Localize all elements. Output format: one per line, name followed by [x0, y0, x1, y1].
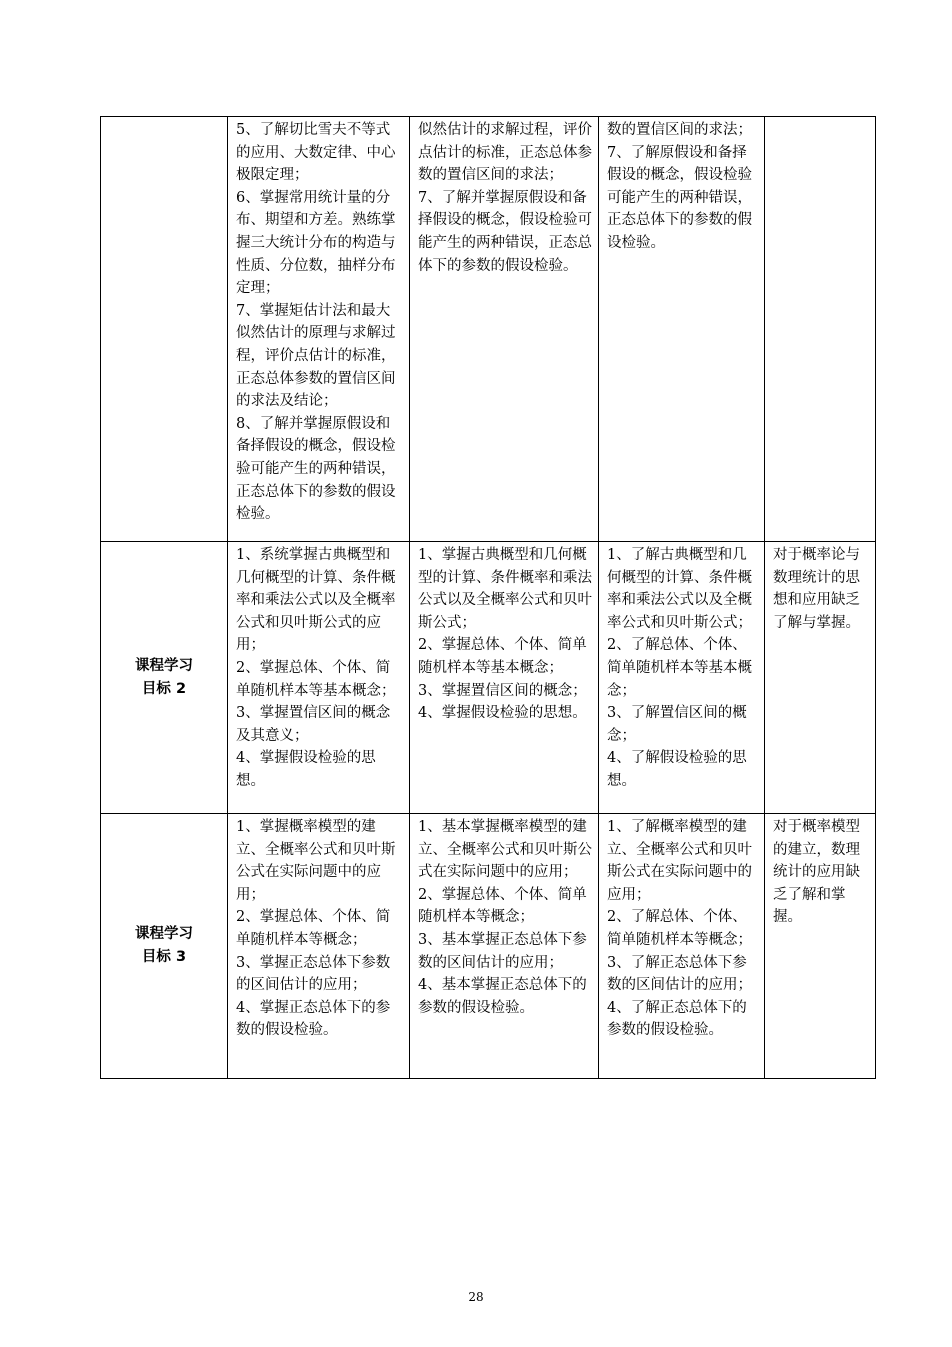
table-row: [101, 814, 876, 1079]
criteria-cell-fail: 对于概率模型的建立，数理统计的应用缺乏了解和掌握。: [765, 814, 876, 1079]
objective-cell: 课程学习 目标 3: [101, 814, 228, 1079]
table-row: [101, 117, 876, 542]
table-row: [101, 542, 876, 814]
criteria-cell-good: 似然估计的求解过程，评价点估计的标准，正态总体参数的置信区间的求法； 7、了解并掌握原假设和备择假设的概念，假设检验可能产生的两种错误，正态总体下的参数的假设检验。: [410, 117, 599, 542]
criteria-cell-excellent: 1、系统掌握古典概型和几何概型的计算、条件概率和乘法公式以及全概率公式和贝叶斯公式的应用； 2、掌握总体、个体、简单随机样本等基本概念； 3、掌握置信区间的概念及其意义； 4、掌握假设检验的思想。: [228, 542, 410, 814]
criteria-cell-pass: 1、了解古典概型和几何概型的计算、条件概率和乘法公式以及全概率公式和贝叶斯公式； 2、了解总体、个体、简单随机样本等基本概念； 3、了解置信区间的概念； 4、了解假设检验的思想。: [599, 542, 765, 814]
criteria-cell-good: 1、基本掌握概率模型的建立、全概率公式和贝叶斯公式在实际问题中的应用； 2、掌握总体、个体、简单随机样本等概念； 3、基本掌握正态总体下参数的区间估计的应用； 4、基本掌握正态总体下的参数的假设检验。: [410, 814, 599, 1079]
criteria-cell-excellent: 1、掌握概率模型的建立、全概率公式和贝叶斯公式在实际问题中的应用； 2、掌握总体、个体、简单随机样本等概念； 3、掌握正态总体下参数的区间估计的应用； 4、掌握正态总体下的参数的假设检验。: [228, 814, 410, 1079]
objective-cell: [101, 117, 228, 542]
criteria-cell-fail: [765, 117, 876, 542]
objective-cell: 课程学习 目标 2: [101, 542, 228, 814]
criteria-cell-fail: 对于概率论与数理统计的思想和应用缺乏了解与掌握。: [765, 542, 876, 814]
assessment-rubric-table: [100, 116, 876, 1079]
criteria-cell-pass: 数的置信区间的求法； 7、了解原假设和备择假设的概念，假设检验可能产生的两种错误，正态总体下的参数的假设检验。: [599, 117, 765, 542]
criteria-cell-good: 1、掌握古典概型和几何概型的计算、条件概率和乘法公式以及全概率公式和贝叶斯公式； 2、掌握总体、个体、简单随机样本等基本概念； 3、掌握置信区间的概念； 4、掌握假设检验的思想。: [410, 542, 599, 814]
criteria-cell-pass: 1、了解概率模型的建立、全概率公式和贝叶斯公式在实际问题中的应用； 2、了解总体、个体、简单随机样本等概念； 3、了解正态总体下参数的区间估计的应用； 4、了解正态总体下的参数的假设检验。: [599, 814, 765, 1079]
page-number: 28: [468, 1290, 484, 1304]
criteria-cell-excellent: 5、了解切比雪夫不等式的应用、大数定律、中心极限定理； 6、掌握常用统计量的分布、期望和方差。熟练掌握三大统计分布的构造与性质、分位数，抽样分布定理； 7、掌握矩估计法和最大似然估计的原理与求解过程，评价点估计的标准，正态总体参数的置信区间的求法及结论； 8、了解并掌握原假设和备择假设的概念，假设检验可能产生的两种错误，正态总体下的参数的假设检验。: [228, 117, 410, 542]
